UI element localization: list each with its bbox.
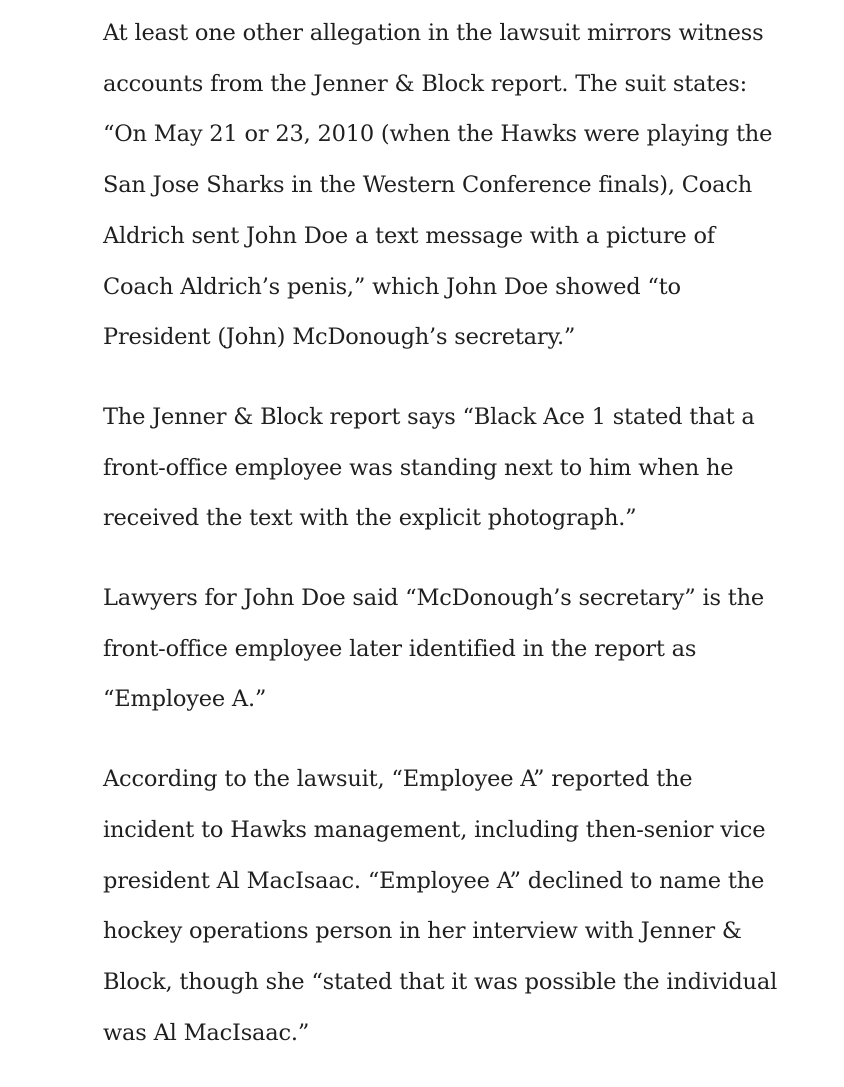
article-body	[103, 8, 803, 1087]
text-line: Aldrich sent John Doe a text message with a picture of	[103, 222, 715, 249]
text-line: Lawyers for John Doe said “McDonough’s secretary” is the	[103, 585, 764, 612]
paragraph-2	[103, 392, 803, 544]
paragraph-3	[103, 573, 803, 725]
text-line: incident to Hawks management, including then-senior vice	[103, 816, 766, 843]
text-line: president Al MacIsaac. “Employee A” declined to name the	[103, 867, 765, 894]
text-line: front-office employee later identified in the report as	[103, 635, 697, 662]
text-line: “On May 21 or 23, 2010 (when the Hawks were playing the	[103, 121, 773, 148]
paragraph-4	[103, 754, 803, 1058]
text-line: At least one other allegation in the lawsuit mirrors witness	[103, 20, 764, 46]
text-line: President (John) McDonough’s secretary.”	[103, 324, 576, 351]
text-line: accounts from the Jenner & Block report. The suit states:	[103, 70, 747, 97]
paragraph-1	[103, 8, 803, 363]
text-line: San Jose Sharks in the Western Conference finals), Coach	[103, 172, 753, 199]
text-line: Block, though she “stated that it was possible the individual	[103, 968, 778, 995]
text-line: was Al MacIsaac.”	[103, 1019, 310, 1046]
text-line: “Employee A.”	[103, 686, 267, 713]
text-line: Coach Aldrich’s penis,” which John Doe showed “to	[103, 273, 681, 300]
text-line: The Jenner & Block report says “Black Ace 1 stated that a	[103, 403, 755, 430]
text-line: hockey operations person in her interview with Jenner &	[103, 918, 742, 945]
text-line: received the text with the explicit photograph.”	[103, 505, 637, 532]
text-line: According to the lawsuit, “Employee A” reported the	[103, 766, 693, 793]
text-line: front-office employee was standing next to him when he	[103, 454, 734, 481]
